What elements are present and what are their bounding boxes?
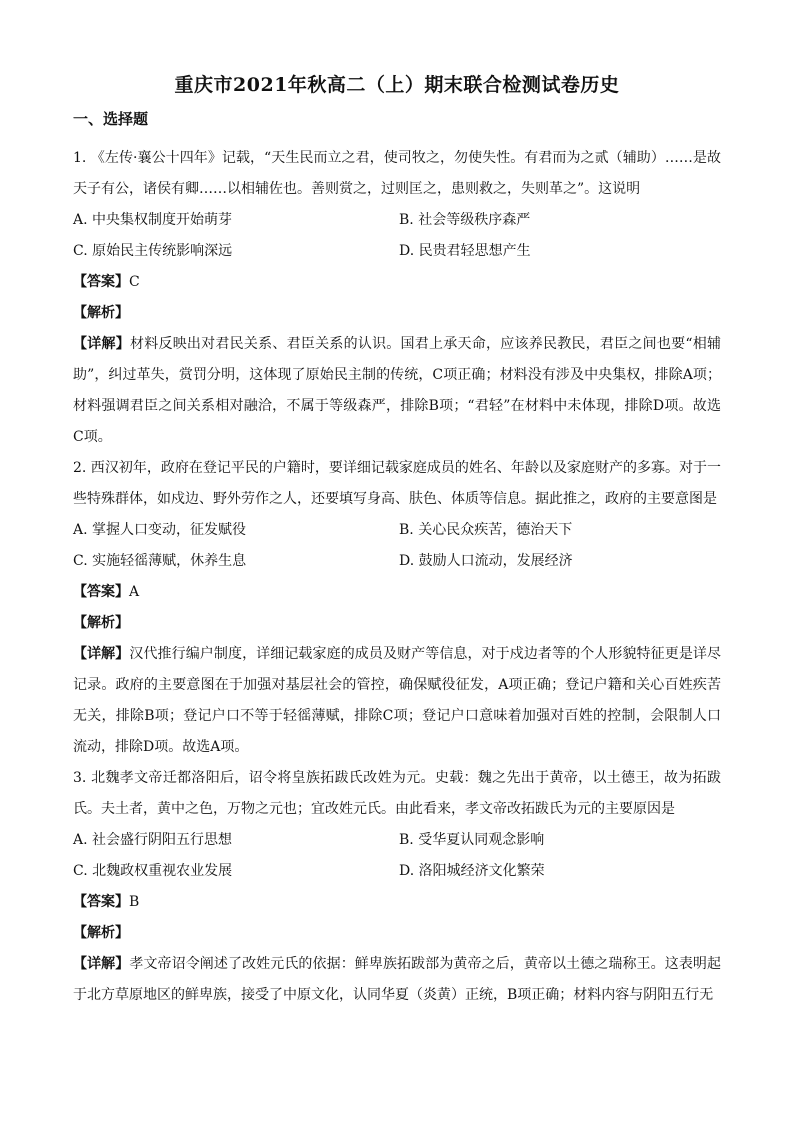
answer-line — [73, 267, 721, 298]
option-d: D. 民贵君轻思想产生 — [399, 243, 531, 259]
question-stem: 2. 西汉初年，政府在登记平民的户籍时，要详细记载家庭成员的姓名、年龄以及家庭财产的多寡。对于一些特殊群体，如戍边、野外劳作之人，还要填写身高、肤色、体质等信息。据此推之，政府的主要意图是 — [73, 460, 721, 507]
question-1 — [73, 143, 721, 453]
answer-line — [73, 887, 721, 918]
analysis-line — [73, 298, 721, 329]
section-heading: 一、选择题 — [73, 110, 149, 128]
question-stem: 3. 北魏孝文帝迁都洛阳后，诏令将皇族拓跋氏改姓为元。史载：魏之先出于黄帝，以土德王，故为拓跋氏。夫土者，黄中之色，万物之元也；宜改姓元氏。由此看来，孝文帝改拓跋氏为元的主要原因是 — [73, 770, 721, 817]
answer-label: 【答案】 — [73, 894, 129, 910]
detail-text: 材料反映出对君民关系、君臣关系的认识。国君上承天命，应该养民教民，君臣之间也要“相辅助”，纠过革失，赏罚分明，这体现了原始民主制的传统，C项正确；材料没有涉及中央集权，排除A项；材料强调君臣之间关系相对融洽，不属于等级森严，排除B项；“君轻”在材料中未体现，排除D项。故选C项。 — [73, 336, 722, 445]
option-b: B. 社会等级秩序森严 — [399, 212, 531, 228]
analysis-line — [73, 918, 721, 949]
option-d: D. 鼓励人口流动，发展经济 — [399, 553, 573, 569]
answer-label: 【答案】 — [73, 274, 129, 290]
option-b: B. 关心民众疾苦，德治天下 — [399, 522, 573, 538]
option-b: B. 受华夏认同观念影响 — [399, 832, 545, 848]
detail-label: 【详解】 — [73, 956, 130, 972]
option-list — [73, 205, 721, 267]
question-stem: 1. 《左传·襄公十四年》记载，“天生民而立之君，使司牧之，勿使失性。有君而为之贰（辅助）……是故天子有公，诸侯有卿……以相辅佐也。善则赏之，过则匡之，患则救之，失则革之”。这说明 — [73, 150, 721, 197]
option-c: C. 原始民主传统影响深远 — [73, 243, 233, 259]
option-a: A. 中央集权制度开始萌芽 — [73, 212, 233, 228]
document-title: 重庆市2021年秋高二（上）期末联合检测试卷历史 — [174, 74, 620, 96]
detail-label: 【详解】 — [73, 646, 130, 662]
answer-value: A — [129, 584, 140, 600]
detail-paragraph — [73, 949, 721, 1011]
option-d: D. 洛阳城经济文化繁荣 — [399, 863, 545, 879]
option-a: A. 掌握人口变动，征发赋役 — [73, 522, 247, 538]
answer-label: 【答案】 — [73, 584, 129, 600]
answer-value: C — [129, 274, 140, 290]
question-list — [73, 143, 721, 1011]
question-2 — [73, 453, 721, 763]
analysis-line — [73, 608, 721, 639]
detail-text: 孝文帝诏令阐述了改姓元氏的依据：鲜卑族拓跋部为黄帝之后，黄帝以土德之瑞称王。这表明起于北方草原地区的鲜卑族，接受了中原文化，认同华夏（炎黄）正统，B项正确；材料内容与阴阳五行无 — [73, 956, 722, 1003]
option-list — [73, 825, 721, 887]
detail-text: 汉代推行编户制度，详细记载家庭的成员及财产等信息，对于戍边者等的个人形貌特征更是详尽记录。政府的主要意图在于加强对基层社会的管控，确保赋役征发，A项正确；登记户籍和关心百姓疾苦无关，排除B项；登记户口不等于轻徭薄赋，排除C项；登记户口意味着加强对百姓的控制，会限制人口流动，排除D项。故选A项。 — [73, 646, 722, 755]
analysis-label: 【解析】 — [73, 615, 129, 631]
option-a: A. 社会盛行阴阳五行思想 — [73, 832, 233, 848]
question-3 — [73, 763, 721, 1011]
answer-line — [73, 577, 721, 608]
analysis-label: 【解析】 — [73, 305, 129, 321]
detail-label: 【详解】 — [73, 336, 130, 352]
option-c: C. 北魏政权重视农业发展 — [73, 863, 233, 879]
option-list — [73, 515, 721, 577]
detail-paragraph — [73, 329, 721, 453]
answer-value: B — [129, 894, 140, 910]
analysis-label: 【解析】 — [73, 925, 129, 941]
detail-paragraph — [73, 639, 721, 763]
option-c: C. 实施轻徭薄赋，休养生息 — [73, 553, 247, 569]
